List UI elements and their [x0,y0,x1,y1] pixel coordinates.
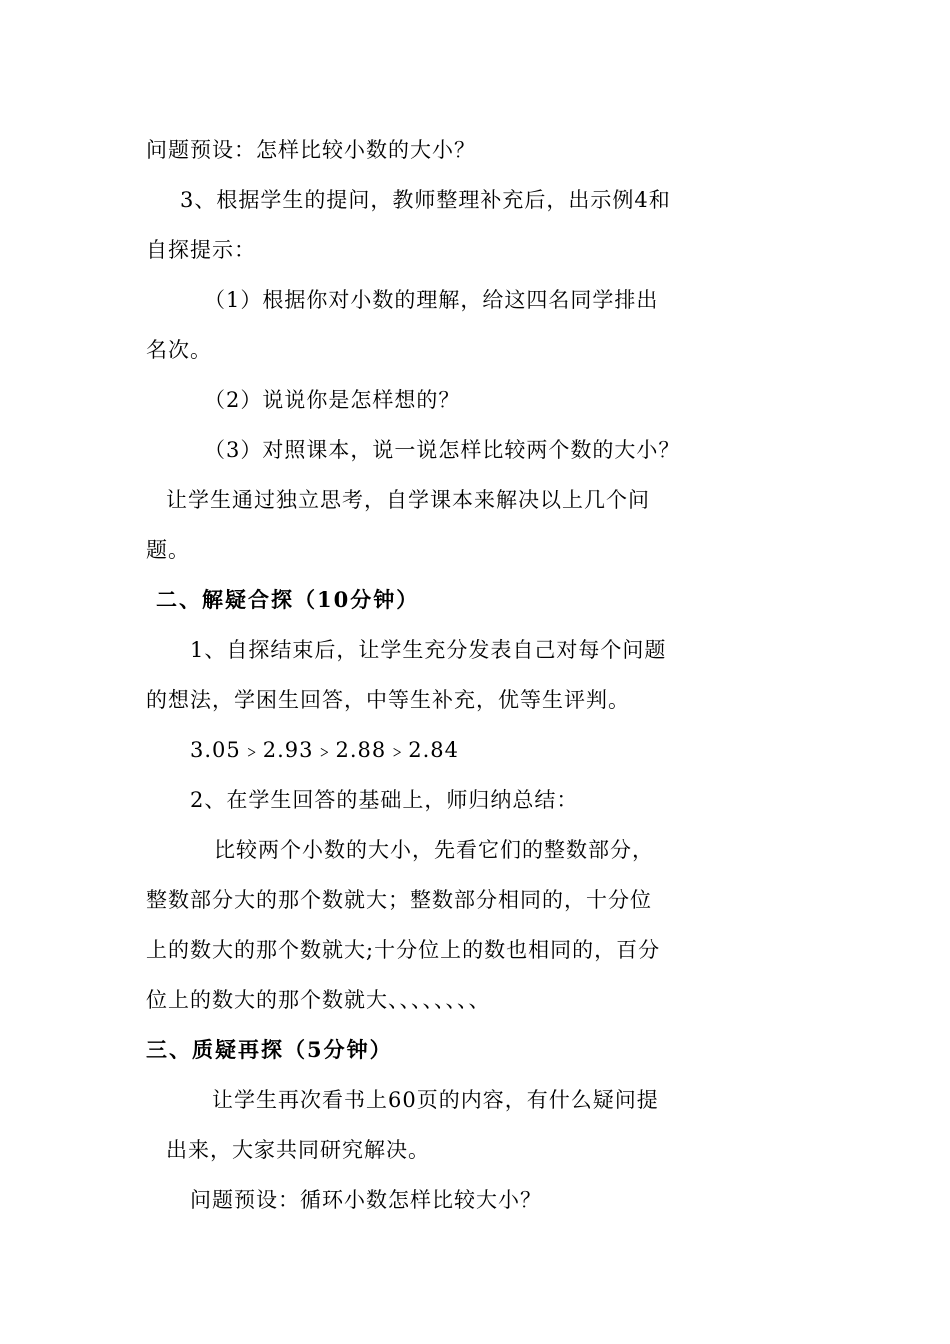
step-3-line: 3、根据学生的提问，教师整理补充后，出示例4和 [180,188,671,212]
hint-1-line: （1）根据你对小数的理解，给这四名同学排出 [204,288,659,312]
section-2-step-2-line: 2、在学生回答的基础上，师归纳总结： [190,788,579,812]
comparison-expression: 3.05﹥2.93﹥2.88﹥2.84 [190,738,460,762]
independent-study-continuation: 题。 [146,538,190,562]
problem-preset-line: 问题预设：怎样比较小数的大小？ [146,138,476,162]
hint-2-line: （2）说说你是怎样想的？ [204,388,461,412]
section-2-step-1-continuation: 的想法，学困生回答，中等生补充，优等生评判。 [146,688,630,712]
self-explore-hint-line: 自探提示： [146,238,256,262]
section-2-step-1-line: 1、自探结束后，让学生充分发表自己对每个问题 [190,638,667,662]
summary-line-2: 整数部分大的那个数就大；整数部分相同的，十分位 [146,888,652,912]
independent-study-line: 让学生通过独立思考，自学课本来解决以上几个问 [166,488,650,512]
section-2-heading: 二、解疑合探（10分钟） [156,587,420,612]
hint-1-continuation: 名次。 [146,338,212,362]
section-3-line-2: 出来，大家共同研究解决。 [166,1138,430,1162]
section-3-problem-preset: 问题预设：循环小数怎样比较大小？ [190,1188,542,1212]
summary-line-3: 上的数大的那个数就大;十分位上的数也相同的，百分 [146,938,661,962]
section-3-line-1: 让学生再次看书上60页的内容，有什么疑问提 [212,1088,659,1112]
hint-3-line: （3）对照课本，说一说怎样比较两个数的大小？ [204,438,681,462]
section-3-heading: 三、质疑再探（5分钟） [146,1037,393,1062]
summary-line-1: 比较两个小数的大小，先看它们的整数部分， [214,838,654,862]
summary-line-4: 位上的数大的那个数就大、、、、、、、、 [146,988,491,1012]
